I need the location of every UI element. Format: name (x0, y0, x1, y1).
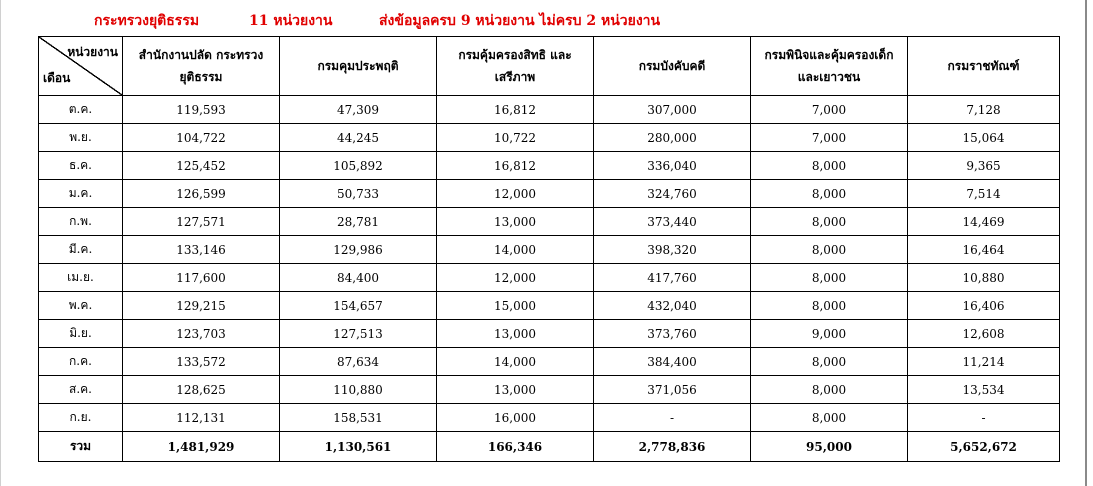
column-header (123, 37, 280, 96)
column-header-label: กรมคุมประพฤติ (317, 59, 399, 73)
value-cell: - (908, 404, 1060, 432)
column-header (908, 37, 1060, 96)
value-cell: 16,812 (437, 152, 594, 180)
value-cell: 8,000 (751, 292, 908, 320)
table-row (39, 208, 1060, 236)
value-cell: 112,131 (123, 404, 280, 432)
value-cell: 398,320 (594, 236, 751, 264)
column-header (280, 37, 437, 96)
corner-label-month: เดือน (43, 71, 71, 85)
month-cell: ส.ค. (39, 376, 123, 404)
value-cell: 373,440 (594, 208, 751, 236)
value-cell: 9,365 (908, 152, 1060, 180)
value-cell: 373,760 (594, 320, 751, 348)
value-cell: 84,400 (280, 264, 437, 292)
value-cell: 133,572 (123, 348, 280, 376)
value-cell: 13,000 (437, 208, 594, 236)
value-cell: 123,703 (123, 320, 280, 348)
header-row (39, 37, 1060, 96)
value-cell: 324,760 (594, 180, 751, 208)
value-cell: 16,812 (437, 96, 594, 124)
value-cell: 104,722 (123, 124, 280, 152)
month-cell: ก.พ. (39, 208, 123, 236)
value-cell: 7,000 (751, 96, 908, 124)
submission-status: ส่งข้อมูลครบ 9 หน่วยงาน ไม่ครบ 2 หน่วยงาน (379, 13, 661, 29)
month-cell: มิ.ย. (39, 320, 123, 348)
value-cell: 11,214 (908, 348, 1060, 376)
value-cell: 10,722 (437, 124, 594, 152)
month-cell: ก.ค. (39, 348, 123, 376)
month-cell: พ.ย. (39, 124, 123, 152)
value-cell: 8,000 (751, 152, 908, 180)
total-value-cell: 95,000 (751, 432, 908, 462)
value-cell: 125,452 (123, 152, 280, 180)
value-cell: 7,514 (908, 180, 1060, 208)
value-cell: 47,309 (280, 96, 437, 124)
value-cell: 16,406 (908, 292, 1060, 320)
value-cell: 7,128 (908, 96, 1060, 124)
total-value-cell: 1,130,561 (280, 432, 437, 462)
table-row (39, 376, 1060, 404)
total-value-cell: 166,346 (437, 432, 594, 462)
value-cell: 13,000 (437, 376, 594, 404)
value-cell: - (594, 404, 751, 432)
value-cell: 87,634 (280, 348, 437, 376)
column-header-label: กรมบังคับคดี (638, 59, 706, 73)
total-value-cell: 2,778,836 (594, 432, 751, 462)
value-cell: 8,000 (751, 348, 908, 376)
total-row (39, 432, 1060, 462)
value-cell: 8,000 (751, 264, 908, 292)
table-body (39, 96, 1060, 462)
value-cell: 280,000 (594, 124, 751, 152)
month-cell: มี.ค. (39, 236, 123, 264)
value-cell: 12,000 (437, 264, 594, 292)
column-header-label: สำนักงานปลัด กระทรวงยุติธรรม (138, 48, 264, 84)
value-cell: 44,245 (280, 124, 437, 152)
value-cell: 50,733 (280, 180, 437, 208)
column-header-label: กรมพินิจและคุ้มครองเด็ก และเยาวชน (764, 48, 894, 84)
page-right-edge (1085, 0, 1087, 486)
value-cell: 8,000 (751, 180, 908, 208)
month-cell: ม.ค. (39, 180, 123, 208)
value-cell: 126,599 (123, 180, 280, 208)
value-cell: 14,469 (908, 208, 1060, 236)
table-row (39, 404, 1060, 432)
value-cell: 432,040 (594, 292, 751, 320)
table-row (39, 124, 1060, 152)
total-value-cell: 5,652,672 (908, 432, 1060, 462)
value-cell: 154,657 (280, 292, 437, 320)
month-cell: ธ.ค. (39, 152, 123, 180)
value-cell: 9,000 (751, 320, 908, 348)
table-row (39, 96, 1060, 124)
value-cell: 8,000 (751, 404, 908, 432)
value-cell: 8,000 (751, 236, 908, 264)
value-cell: 16,000 (437, 404, 594, 432)
column-header (751, 37, 908, 96)
unit-count: 11 หน่วยงาน (249, 13, 333, 29)
page-left-edge (0, 0, 1, 486)
table-row (39, 348, 1060, 376)
value-cell: 12,608 (908, 320, 1060, 348)
total-label: รวม (39, 432, 123, 462)
value-cell: 129,215 (123, 292, 280, 320)
value-cell: 307,000 (594, 96, 751, 124)
value-cell: 14,000 (437, 348, 594, 376)
column-header-label: กรมคุ้มครองสิทธิ และเสรีภาพ (458, 48, 572, 84)
value-cell: 16,464 (908, 236, 1060, 264)
value-cell: 8,000 (751, 376, 908, 404)
value-cell: 7,000 (751, 124, 908, 152)
value-cell: 336,040 (594, 152, 751, 180)
value-cell: 8,000 (751, 208, 908, 236)
value-cell: 158,531 (280, 404, 437, 432)
table-row (39, 264, 1060, 292)
value-cell: 110,880 (280, 376, 437, 404)
data-table (38, 36, 1060, 462)
value-cell: 384,400 (594, 348, 751, 376)
value-cell: 10,880 (908, 264, 1060, 292)
column-header (594, 37, 751, 96)
table-row (39, 236, 1060, 264)
value-cell: 127,513 (280, 320, 437, 348)
value-cell: 15,000 (437, 292, 594, 320)
value-cell: 119,593 (123, 96, 280, 124)
value-cell: 13,000 (437, 320, 594, 348)
value-cell: 417,760 (594, 264, 751, 292)
month-cell: ก.ย. (39, 404, 123, 432)
month-cell: พ.ค. (39, 292, 123, 320)
value-cell: 12,000 (437, 180, 594, 208)
value-cell: 133,146 (123, 236, 280, 264)
table-row (39, 292, 1060, 320)
value-cell: 28,781 (280, 208, 437, 236)
table-row (39, 180, 1060, 208)
value-cell: 127,571 (123, 208, 280, 236)
value-cell: 15,064 (908, 124, 1060, 152)
total-value-cell: 1,481,929 (123, 432, 280, 462)
column-header-label: กรมราชทัณฑ์ (947, 59, 1020, 73)
value-cell: 14,000 (437, 236, 594, 264)
corner-header-cell (39, 37, 123, 96)
ministry-title: กระทรวงยุติธรรม (94, 13, 200, 29)
table-row (39, 320, 1060, 348)
table-row (39, 152, 1060, 180)
value-cell: 371,056 (594, 376, 751, 404)
month-cell: เม.ย. (39, 264, 123, 292)
column-header (437, 37, 594, 96)
value-cell: 117,600 (123, 264, 280, 292)
month-cell: ต.ค. (39, 96, 123, 124)
value-cell: 13,534 (908, 376, 1060, 404)
value-cell: 128,625 (123, 376, 280, 404)
value-cell: 105,892 (280, 152, 437, 180)
corner-label-unit: หน่วยงาน (67, 45, 118, 59)
value-cell: 129,986 (280, 236, 437, 264)
